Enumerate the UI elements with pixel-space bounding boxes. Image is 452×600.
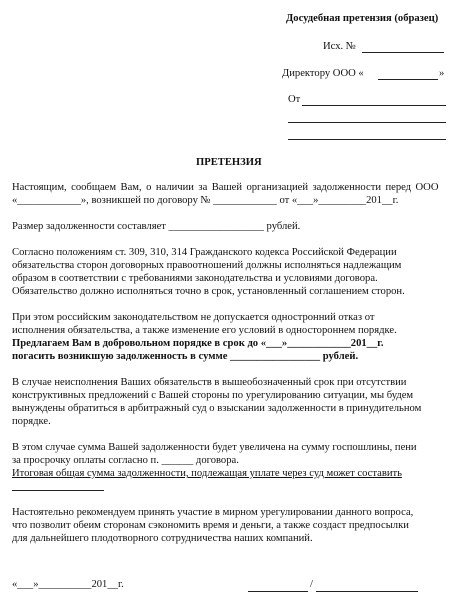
p3-line4: Обязательство должно исполняться точно в срок, установленный соглашением сторон. bbox=[12, 286, 405, 297]
p6-line1: В этом случае сумма Вашей задолженности будет увеличена на сумму госпошлины, пени bbox=[12, 442, 417, 453]
p3-line3: образом в соответствии с требованиями законодательства и условиями договора. bbox=[12, 273, 378, 284]
p4-line3-proposal: Предлагаем Вам в добровольном порядке в срок до «___»____________201__г. bbox=[12, 338, 384, 349]
director-label: Директору ООО « bbox=[282, 68, 364, 79]
outgoing-number-label: Исх. № bbox=[323, 41, 356, 52]
footer-date: «___»__________201__г. bbox=[12, 579, 124, 590]
director-close-quote: » bbox=[439, 68, 445, 79]
signature-line-left bbox=[248, 591, 308, 592]
from-line-3 bbox=[288, 139, 446, 140]
p7-line3: для дальнейшего плодотворного сотрудничества наших компаний. bbox=[12, 533, 313, 544]
p5-line3: вынуждены обратиться в арбитражный суд о взыскании задолженности в принудительном bbox=[12, 403, 422, 414]
signature-line-right bbox=[316, 591, 418, 592]
debt-amount-line: Размер задолженности составляет __________________ рублей. bbox=[12, 221, 301, 232]
p6-line2: за просрочку оплаты согласно п. ______ договора. bbox=[12, 455, 239, 466]
p5-line2: конструктивных предложений с Вашей стороны по урегулированию ситуации, мы будем bbox=[12, 390, 414, 401]
p6-line3-total: Итоговая общая сумма задолженности, подлежащая уплате через суд может составить bbox=[12, 468, 402, 479]
outgoing-number-line bbox=[362, 52, 444, 53]
from-line-2 bbox=[288, 122, 446, 123]
p3-line2: обязательства сторон договорных правоотношений должны исполняться надлежащим bbox=[12, 260, 402, 271]
p3-line1: Согласно положениям ст. 309, 310, 314 Гражданского кодекса Российской Федерации bbox=[12, 247, 397, 258]
p7-line1: Настоятельно рекомендуем принять участие в мирном урегулировании данного вопроса, bbox=[12, 507, 414, 518]
p4-line2: исполнения обязательства, а также изменение его условий в одностороннем порядке. bbox=[12, 325, 397, 336]
p7-line2: что позволит обеим сторонам сэкономить время и деньги, а также создаст предпосылки bbox=[12, 520, 409, 531]
p1-line1: Настоящим, сообщаем Вам, о наличии за Вашей организацией задолженности перед ООО bbox=[12, 182, 439, 193]
page-title: ПРЕТЕНЗИЯ bbox=[196, 157, 262, 168]
p4-line1: При этом российским законодательством не допускается одностронний отказ от bbox=[12, 312, 375, 323]
from-line-1 bbox=[302, 105, 446, 106]
p5-line1: В случае неисполнения Ваших обязательств в вышеобозначенный срок при отсутствии bbox=[12, 377, 407, 388]
p5-line4: порядке. bbox=[12, 416, 51, 427]
director-company-line bbox=[378, 79, 438, 80]
from-label: От bbox=[288, 94, 301, 105]
document-heading: Досудебная претензия (образец) bbox=[286, 13, 439, 24]
p4-line4-proposal: погасить возникшую задолженность в сумме _________________ рублей. bbox=[12, 351, 359, 362]
total-amount-line bbox=[12, 490, 104, 491]
signature-slash: / bbox=[310, 579, 313, 590]
p1-line2: «____________», возникшей по договору № ____________ от «___»_________201__г. bbox=[12, 195, 399, 206]
